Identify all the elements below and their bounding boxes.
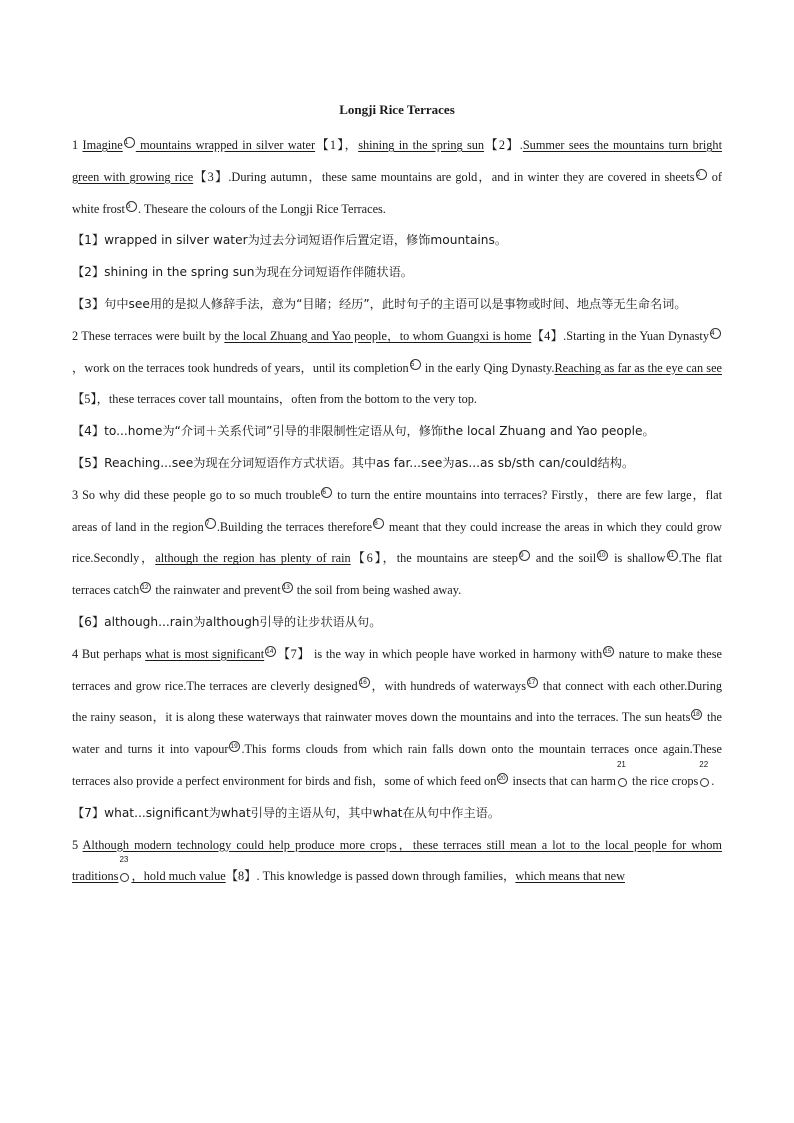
footnote-marker: 9 xyxy=(519,550,530,561)
footnote-marker: 16 xyxy=(359,677,370,688)
footnote-marker: 12 xyxy=(140,582,151,593)
footnote-marker: 2 xyxy=(696,169,707,180)
footnote-marker: 20 xyxy=(497,773,508,784)
note-2: 【2】shining in the spring sun为现在分词短语作伴随状语。 xyxy=(72,265,413,280)
footnote-marker: 1 xyxy=(124,137,135,148)
paragraph-4: 4 But perhaps what is most significant 14 【7】 is the way in which people have worked in harmony with 15 nature to make these terraces and grow rice.The terraces are cleverly designed 16 ，with hundreds of waterways 17 that connect with each other.During the rainy season，it is along these waterways that rainwater moves down the mountains and into the terraces. The sun heats 18 the water and turns it into vapour 19 .This forms clouds from which rain falls down onto the mountain terraces once again.These terraces also provide a perfect environment for birds and fish，some of which feed on 20 insects that can harm 21 the rice crops 22 . xyxy=(72,646,723,788)
footnote-marker: 23 xyxy=(120,873,129,882)
note-6: 【6】although...rain为although引导的让步状语从句。 xyxy=(72,614,382,629)
footnote-marker: 7 xyxy=(205,518,216,529)
paragraph-5: 5 Although modern technology could help produce more crops，these terraces still mean a lot to the local people for whom traditions 23 ，hold much value【8】. This knowledge is passed down through families，which means that new xyxy=(72,837,722,884)
footnote-marker: 14 xyxy=(265,646,276,657)
footnote-marker: 15 xyxy=(603,646,614,657)
footnote-marker: 3 xyxy=(126,201,137,212)
document-page xyxy=(72,100,722,893)
note-5: 【5】Reaching...see为现在分词短语作方式状语。其中as far...see为as...as sb/sth can/could结构。 xyxy=(72,455,635,470)
footnote-marker: 21 xyxy=(618,778,627,787)
footnote-marker: 18 xyxy=(691,709,702,720)
note-7: 【7】what...significant为what引导的主语从句，其中what在从句中作主语。 xyxy=(72,805,501,820)
paragraph-3: 3 So why did these people go to so much trouble 6 to turn the entire mountains into terraces? Firstly，there are few large，flat areas of land in the region 7 .Building the terraces therefore 8 meant that they could increase the areas in which they could grow rice.Secondly，although the region has plenty of rain【6】，the mountains are steep 9 and the soil 10 is shallow 11 .The flat terraces catch 12 the rainwater and prevent 13 the soil from being washed away. xyxy=(72,487,722,598)
note-4: 【4】to...home为“介词＋关系代词”引导的非限制性定语从句，修饰the local Zhuang and Yao people。 xyxy=(72,424,655,439)
footnote-marker: 4 xyxy=(710,328,721,339)
paragraph-1: 1 Imagine 1 mountains wrapped in silver water【1】，shining in the spring sun【2】.Summer sees the mountains turn bright green with growing rice【3】.During autumn，these same mountains are gold，and in winter they are covered in sheets 2 of white frost 3 . Theseare the colours of the Longji Rice Terraces. xyxy=(72,138,722,216)
footnote-marker: 8 xyxy=(373,518,384,529)
footnote-marker: 6 xyxy=(321,487,332,498)
paragraph-2: 2 These terraces were built by the local Zhuang and Yao people，to whom Guangxi is home【4】.Starting in the Yuan Dynasty 4，work on the terraces took hundreds of years，until its completion 5 in the early Qing Dynasty.Reaching as far as the eye can see【5】，these terraces cover tall mountains，often from the bottom to the very top. xyxy=(72,328,722,407)
footnote-marker: 13 xyxy=(282,582,293,593)
footnote-marker: 19 xyxy=(229,741,240,752)
footnote-marker: 17 xyxy=(527,677,538,688)
note-3: 【3】句中see用的是拟人修辞手法，意为“目睹；经历”，此时句子的主语可以是事物或时间、地点等无生命名词。 xyxy=(72,296,687,311)
footnote-marker: 5 xyxy=(410,359,421,370)
note-1: 【1】wrapped in silver water为过去分词短语作后置定语，修饰mountains。 xyxy=(72,233,508,248)
footnote-marker: 22 xyxy=(700,778,709,787)
document-title: Longji Rice Terraces xyxy=(339,102,455,117)
footnote-marker: 10 xyxy=(597,550,608,561)
footnote-marker: 11 xyxy=(667,550,678,561)
